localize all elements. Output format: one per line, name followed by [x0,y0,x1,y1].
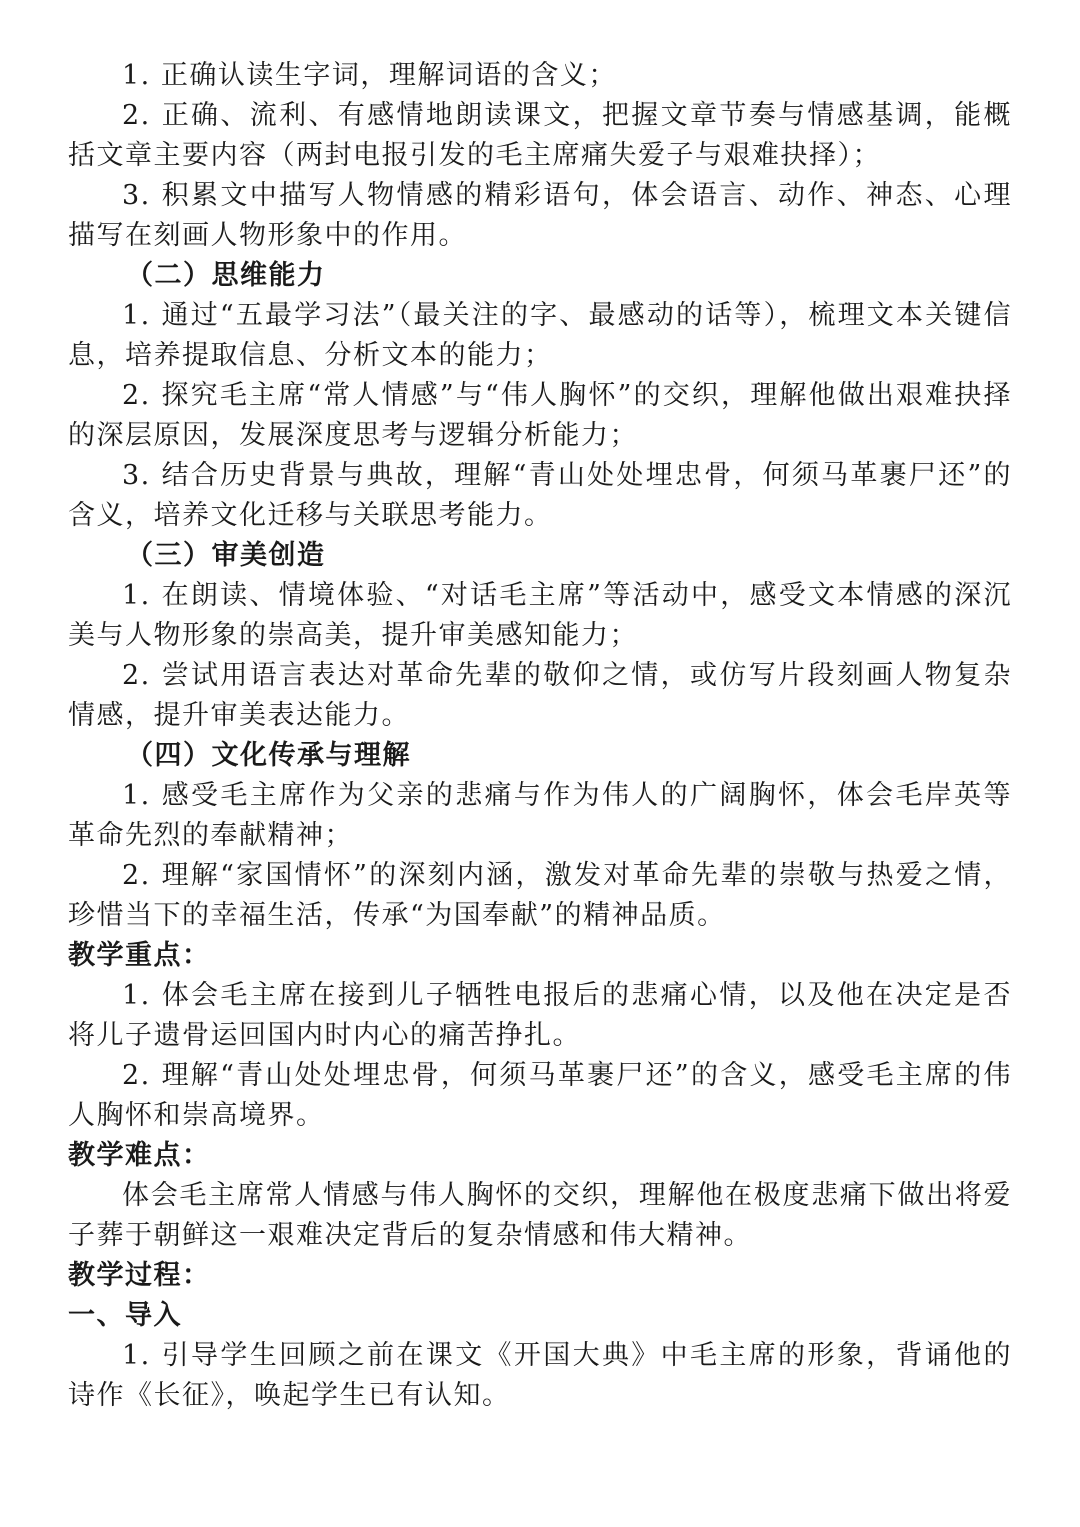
subsection-heading: （二）思维能力 [126,260,326,291]
paragraph: 2. 理解“青山处处埋忠骨，何须马革裹尸还”的含义，感受毛主席的伟人胸怀和崇高境界。 [68,1060,1012,1131]
paragraph: 1. 正确认读生字词，理解词语的含义； [122,60,617,91]
paragraph: 2. 正确、流利、有感情地朗读课文，把握文章节奏与情感基调，能概括文章主要内容（两封电报引发的毛主席痛失爱子与艰难抉择）； [68,100,1012,171]
paragraph: 体会毛主席常人情感与伟人胸怀的交织，理解他在极度悲痛下做出将爱子葬于朝鲜这一艰难决定背后的复杂情感和伟大精神。 [68,1180,1012,1251]
paragraph: 3. 积累文中描写人物情感的精彩语句，体会语言、动作、神态、心理描写在刻画人物形象中的作用。 [68,180,1012,251]
paragraph: 2. 探究毛主席“常人情感”与“伟人胸怀”的交织，理解他做出艰难抉择的深层原因，发展深度思考与逻辑分析能力； [68,380,1012,451]
subsection-heading: （三）审美创造 [126,540,326,571]
paragraph: 2. 尝试用语言表达对革命先辈的敬仰之情，或仿写片段刻画人物复杂情感，提升审美表达能力。 [68,660,1012,731]
section-heading: 教学难点： [68,1140,211,1171]
section-heading: 教学过程： [68,1260,211,1291]
paragraph: 1. 在朗读、情境体验、“对话毛主席”等活动中，感受文本情感的深沉美与人物形象的崇高美，提升审美感知能力； [68,580,1012,651]
paragraph: 1. 感受毛主席作为父亲的悲痛与作为伟人的广阔胸怀，体会毛岸英等革命先烈的奉献精神； [68,780,1012,851]
paragraph: 1. 引导学生回顾之前在课文《开国大典》中毛主席的形象，背诵他的诗作《长征》，唤起学生已有认知。 [68,1340,1012,1411]
paragraph: 1. 通过“五最学习法”（最关注的字、最感动的话等），梳理文本关键信息，培养提取信息、分析文本的能力； [68,300,1012,371]
paragraph: 2. 理解“家国情怀”的深刻内涵，激发对革命先辈的崇敬与热爱之情，珍惜当下的幸福生活，传承“为国奉献”的精神品质。 [68,860,1012,931]
section-heading: 教学重点： [68,940,211,971]
paragraph: 1. 体会毛主席在接到儿子牺牲电报后的悲痛心情，以及他在决定是否将儿子遗骨运回国内时内心的痛苦挣扎。 [68,980,1012,1051]
subsection-heading: （四）文化传承与理解 [126,740,411,771]
paragraph: 3. 结合历史背景与典故，理解“青山处处埋忠骨，何须马革裹尸还”的含义，培养文化迁移与关联思考能力。 [68,460,1012,531]
section-heading: 一、导入 [68,1300,182,1331]
